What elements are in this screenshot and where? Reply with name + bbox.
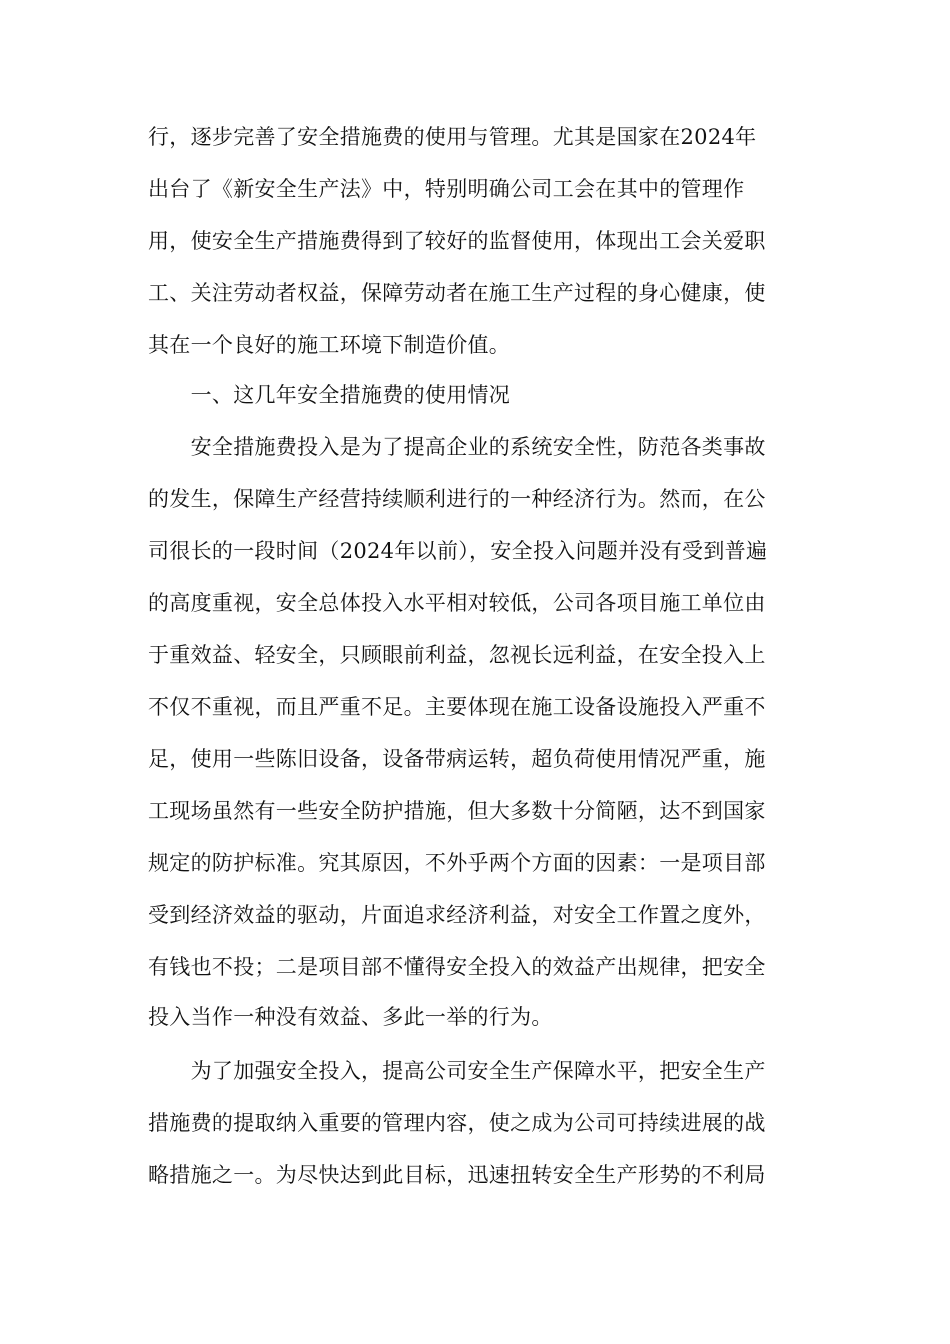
text-line: 略措施之一。为尽快达到此目标，迅速扭转安全生产形势的不利局 bbox=[148, 1163, 766, 1187]
text-line: 工、关注劳动者权益，保障劳动者在施工生产过程的身心健康，使 bbox=[148, 281, 766, 305]
text-line: 安全措施费投入是为了提高企业的系统安全性，防范各类事故 bbox=[148, 435, 766, 459]
text-line: 受到经济效益的驱动，片面追求经济利益，对安全工作置之度外， bbox=[148, 903, 766, 927]
text-line: 措施费的提取纳入重要的管理内容，使之成为公司可持续进展的战 bbox=[148, 1111, 766, 1135]
text-line: 的高度重视，安全总体投入水平相对较低，公司各项目施工单位由 bbox=[148, 591, 766, 615]
text-line: 于重效益、轻安全，只顾眼前利益，忽视长远利益，在安全投入上 bbox=[148, 643, 766, 667]
text-line: 的发生，保障生产经营持续顺利进行的一种经济行为。然而，在公 bbox=[148, 487, 766, 511]
text-line: 不仅不重视，而且严重不足。主要体现在施工设备设施投入严重不 bbox=[148, 695, 766, 719]
text-line: 司很长的一段时间（2024年以前），安全投入问题并没有受到普遍 bbox=[148, 539, 768, 563]
text-line: 有钱也不投；二是项目部不懂得安全投入的效益产出规律，把安全 bbox=[148, 955, 766, 979]
text-line: 为了加强安全投入，提高公司安全生产保障水平，把安全生产 bbox=[148, 1059, 766, 1083]
text-line: 用，使安全生产措施费得到了较好的监督使用，体现出工会关爱职 bbox=[148, 229, 766, 253]
text-line: 足，使用一些陈旧设备，设备带病运转，超负荷使用情况严重，施 bbox=[148, 747, 766, 771]
section-heading: 一、这几年安全措施费的使用情况 bbox=[148, 383, 511, 407]
text-line: 出台了《新安全生产法》中，特别明确公司工会在其中的管理作 bbox=[148, 177, 745, 201]
text-line: 行，逐步完善了安全措施费的使用与管理。尤其是国家在2024年 bbox=[148, 125, 757, 149]
text-line: 规定的防护标准。究其原因，不外乎两个方面的因素：一是项目部 bbox=[148, 851, 766, 875]
text-line: 其在一个良好的施工环境下制造价值。 bbox=[148, 333, 511, 357]
text-line: 工现场虽然有一些安全防护措施，但大多数十分简陋，达不到国家 bbox=[148, 799, 766, 823]
text-line: 投入当作一种没有效益、多此一举的行为。 bbox=[148, 1005, 553, 1029]
